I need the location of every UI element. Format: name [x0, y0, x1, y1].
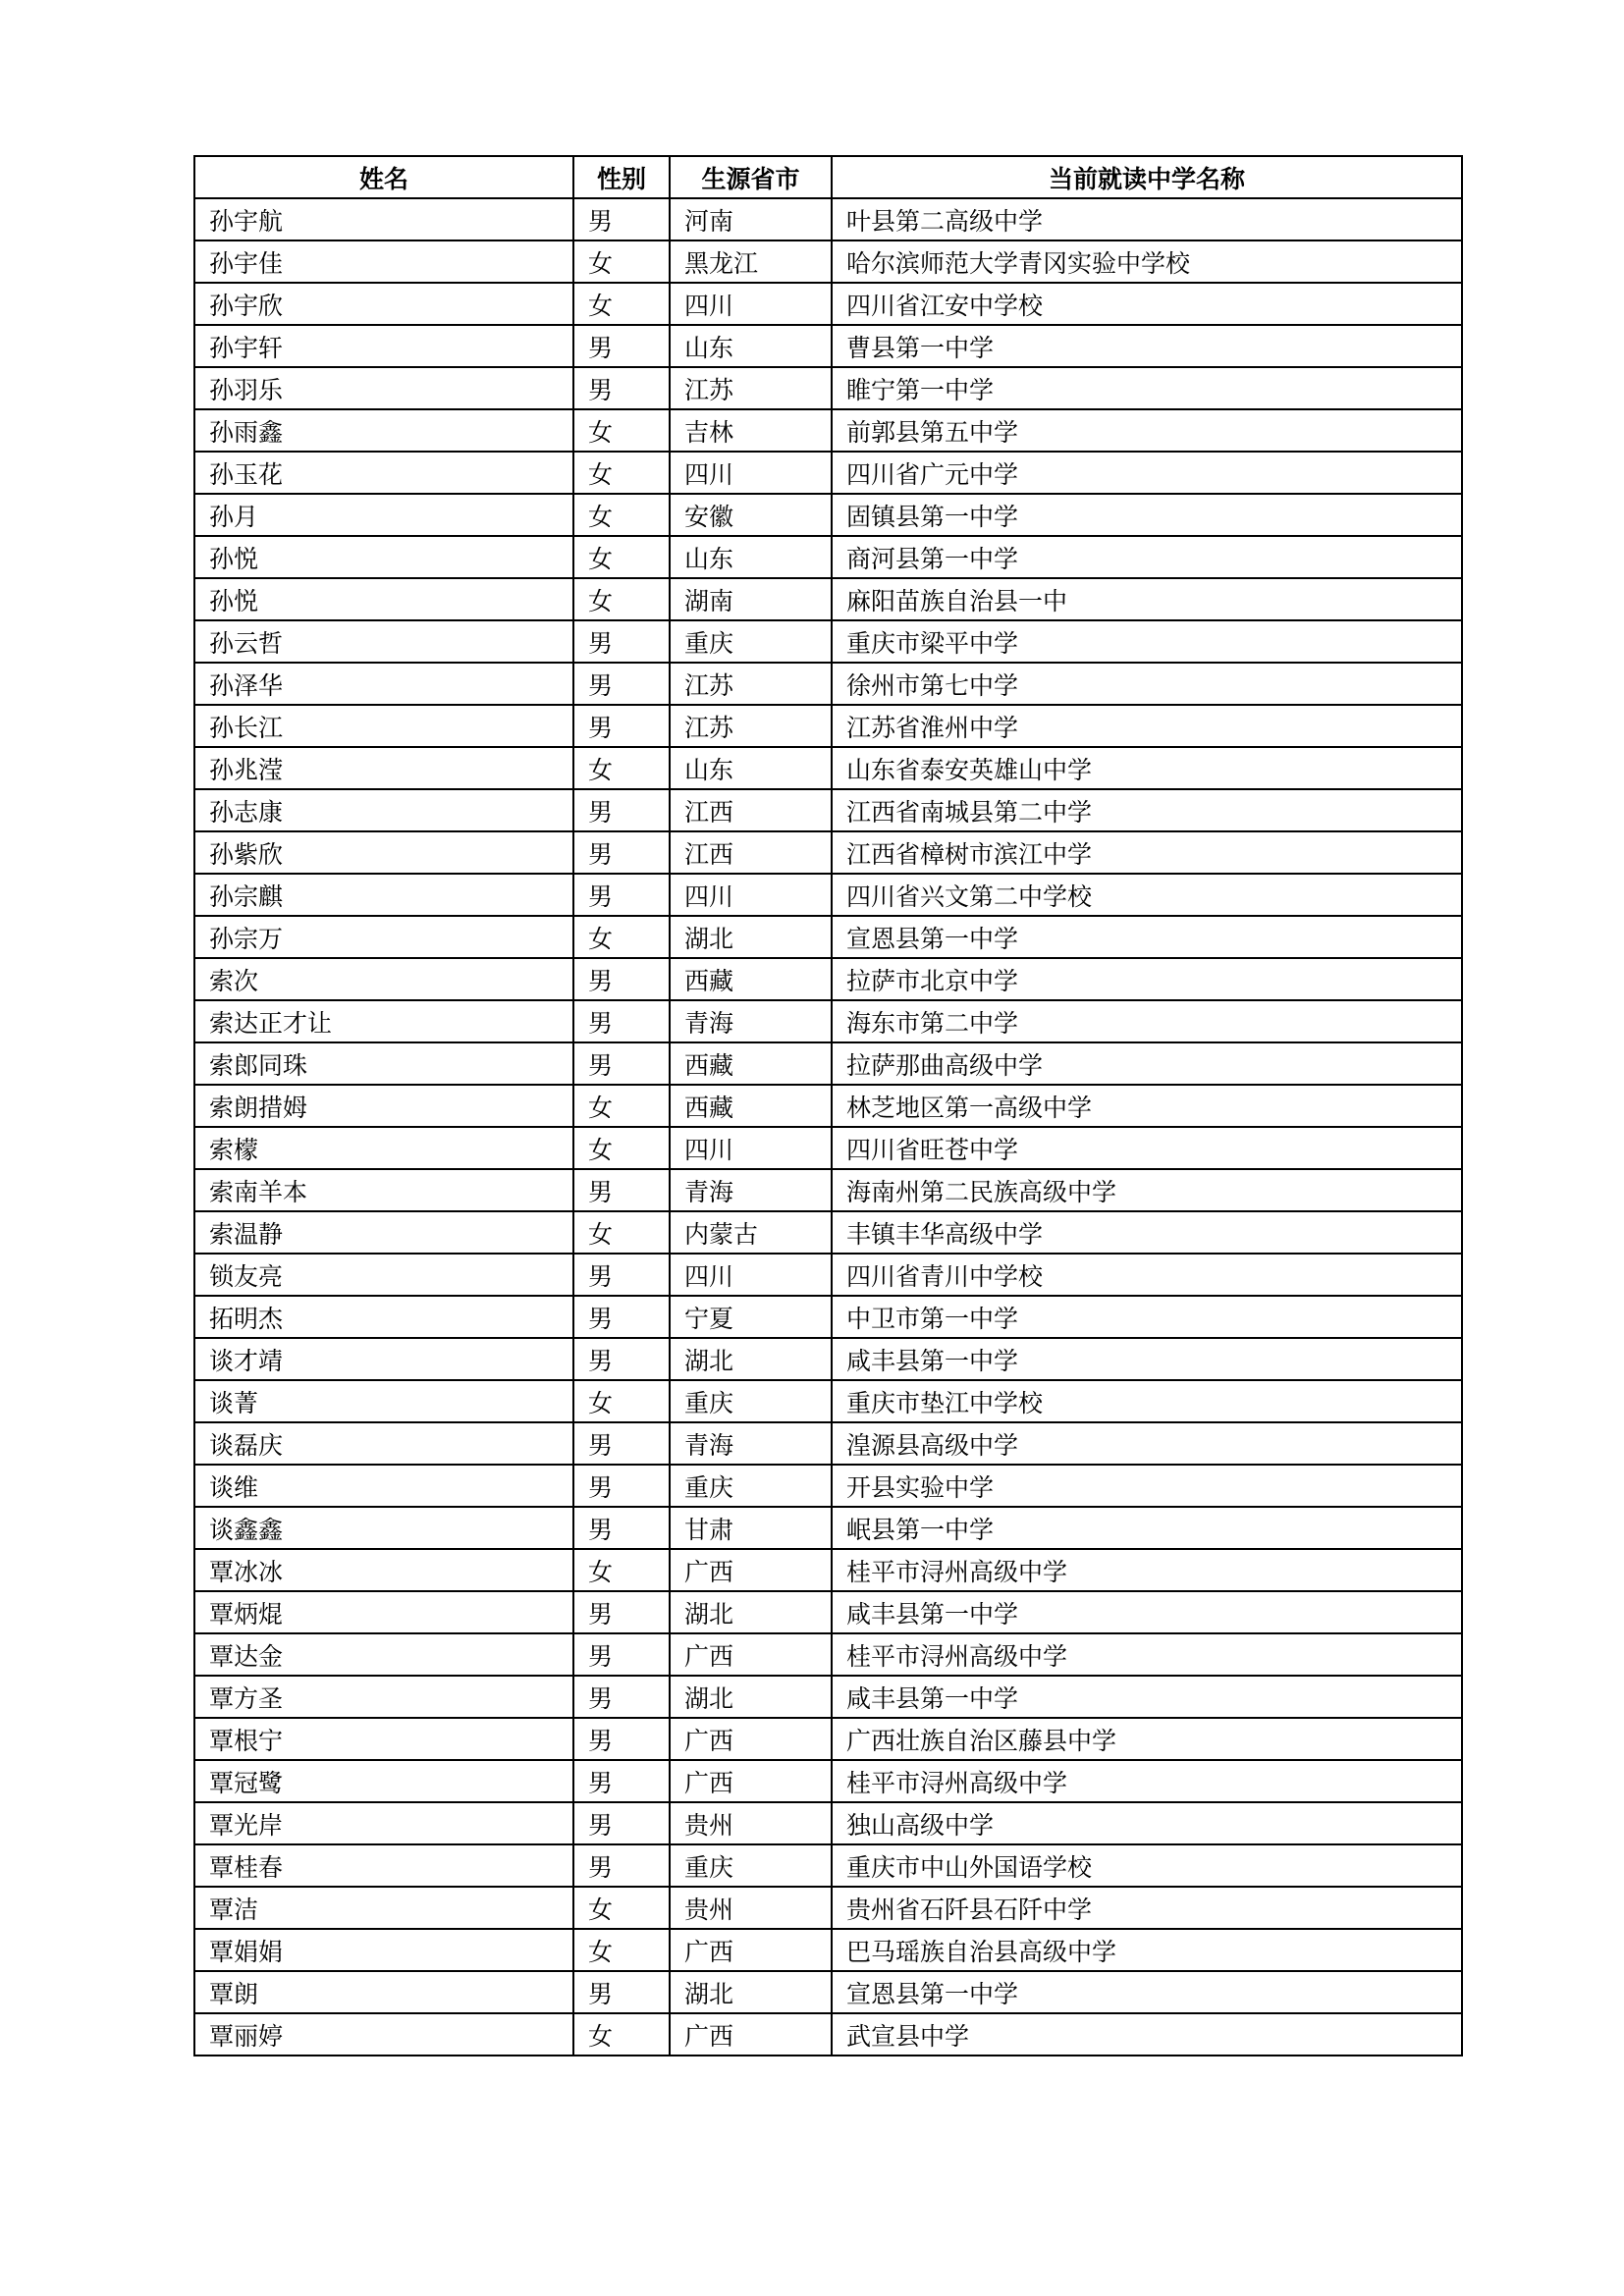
cell-name: 孙宇欣 [194, 283, 573, 325]
cell-gender: 男 [573, 958, 670, 1000]
cell-name: 谈鑫鑫 [194, 1507, 573, 1549]
cell-gender: 女 [573, 1380, 670, 1422]
cell-name: 索南羊本 [194, 1169, 573, 1211]
table-row [194, 325, 1462, 367]
table-row [194, 1507, 1462, 1549]
cell-gender: 男 [573, 705, 670, 747]
cell-name: 孙宇航 [194, 198, 573, 240]
cell-gender: 男 [573, 1971, 670, 2013]
table-row [194, 452, 1462, 494]
cell-name: 孙雨鑫 [194, 409, 573, 452]
cell-province: 贵州 [670, 1802, 832, 1844]
cell-gender: 男 [573, 1760, 670, 1802]
cell-gender: 男 [573, 367, 670, 409]
cell-province: 西藏 [670, 1085, 832, 1127]
table-row [194, 1380, 1462, 1422]
cell-school: 麻阳苗族自治县一中 [832, 578, 1462, 620]
table-row [194, 789, 1462, 831]
cell-name: 孙悦 [194, 578, 573, 620]
cell-school: 宣恩县第一中学 [832, 916, 1462, 958]
cell-school: 林芝地区第一高级中学 [832, 1085, 1462, 1127]
cell-name: 覃根宁 [194, 1718, 573, 1760]
table-row [194, 1802, 1462, 1844]
cell-gender: 男 [573, 874, 670, 916]
table-row [194, 1042, 1462, 1085]
cell-school: 商河县第一中学 [832, 536, 1462, 578]
cell-gender: 男 [573, 1000, 670, 1042]
cell-gender: 男 [573, 1676, 670, 1718]
cell-province: 宁夏 [670, 1296, 832, 1338]
table-row [194, 1169, 1462, 1211]
cell-name: 孙泽华 [194, 663, 573, 705]
cell-school: 重庆市中山外国语学校 [832, 1844, 1462, 1887]
cell-province: 贵州 [670, 1887, 832, 1929]
cell-gender: 女 [573, 1887, 670, 1929]
cell-province: 广西 [670, 1929, 832, 1971]
cell-name: 拓明杰 [194, 1296, 573, 1338]
table-row [194, 1844, 1462, 1887]
cell-province: 江苏 [670, 705, 832, 747]
cell-school: 四川省广元中学 [832, 452, 1462, 494]
cell-gender: 男 [573, 198, 670, 240]
cell-name: 孙玉花 [194, 452, 573, 494]
cell-school: 开县实验中学 [832, 1465, 1462, 1507]
cell-province: 黑龙江 [670, 240, 832, 283]
cell-school: 咸丰县第一中学 [832, 1591, 1462, 1633]
table-row [194, 831, 1462, 874]
table-row [194, 578, 1462, 620]
cell-name: 覃冠鹭 [194, 1760, 573, 1802]
cell-name: 索郎同珠 [194, 1042, 573, 1085]
cell-gender: 女 [573, 1085, 670, 1127]
cell-school: 固镇县第一中学 [832, 494, 1462, 536]
cell-school: 叶县第二高级中学 [832, 198, 1462, 240]
cell-province: 四川 [670, 452, 832, 494]
cell-school: 宣恩县第一中学 [832, 1971, 1462, 2013]
cell-school: 湟源县高级中学 [832, 1422, 1462, 1465]
cell-name: 孙宗麒 [194, 874, 573, 916]
cell-name: 孙宇佳 [194, 240, 573, 283]
cell-school: 拉萨市北京中学 [832, 958, 1462, 1000]
cell-province: 广西 [670, 2013, 832, 2056]
cell-province: 湖南 [670, 578, 832, 620]
cell-province: 湖北 [670, 916, 832, 958]
cell-school: 桂平市浔州高级中学 [832, 1760, 1462, 1802]
cell-gender: 男 [573, 325, 670, 367]
cell-school: 重庆市垫江中学校 [832, 1380, 1462, 1422]
cell-gender: 男 [573, 663, 670, 705]
cell-name: 孙兆滢 [194, 747, 573, 789]
cell-gender: 男 [573, 1465, 670, 1507]
cell-gender: 男 [573, 1422, 670, 1465]
cell-province: 湖北 [670, 1676, 832, 1718]
cell-province: 青海 [670, 1422, 832, 1465]
table-header-row [194, 156, 1462, 198]
cell-name: 锁友亮 [194, 1254, 573, 1296]
cell-province: 山东 [670, 747, 832, 789]
cell-school: 山东省泰安英雄山中学 [832, 747, 1462, 789]
cell-gender: 男 [573, 1802, 670, 1844]
table-row [194, 958, 1462, 1000]
cell-province: 重庆 [670, 1465, 832, 1507]
cell-school: 咸丰县第一中学 [832, 1338, 1462, 1380]
cell-gender: 男 [573, 831, 670, 874]
table-row [194, 1085, 1462, 1127]
cell-province: 江苏 [670, 367, 832, 409]
cell-gender: 男 [573, 1718, 670, 1760]
cell-name: 索次 [194, 958, 573, 1000]
cell-gender: 男 [573, 1633, 670, 1676]
cell-school: 拉萨那曲高级中学 [832, 1042, 1462, 1085]
cell-province: 安徽 [670, 494, 832, 536]
cell-school: 桂平市浔州高级中学 [832, 1549, 1462, 1591]
cell-name: 索朗措姆 [194, 1085, 573, 1127]
cell-province: 吉林 [670, 409, 832, 452]
table-row [194, 1971, 1462, 2013]
cell-school: 四川省江安中学校 [832, 283, 1462, 325]
cell-province: 广西 [670, 1760, 832, 1802]
cell-name: 谈维 [194, 1465, 573, 1507]
cell-gender: 女 [573, 1127, 670, 1169]
cell-school: 四川省青川中学校 [832, 1254, 1462, 1296]
cell-name: 谈才靖 [194, 1338, 573, 1380]
cell-province: 重庆 [670, 620, 832, 663]
cell-name: 孙宗万 [194, 916, 573, 958]
cell-gender: 男 [573, 1844, 670, 1887]
header-gender: 性别 [573, 156, 670, 198]
cell-school: 武宣县中学 [832, 2013, 1462, 2056]
cell-name: 索达正才让 [194, 1000, 573, 1042]
cell-school: 巴马瑶族自治县高级中学 [832, 1929, 1462, 1971]
table-row [194, 705, 1462, 747]
cell-province: 四川 [670, 874, 832, 916]
cell-name: 覃朗 [194, 1971, 573, 2013]
cell-province: 山东 [670, 536, 832, 578]
table-row [194, 1000, 1462, 1042]
table-row [194, 1211, 1462, 1254]
cell-school: 海南州第二民族高级中学 [832, 1169, 1462, 1211]
cell-name: 孙悦 [194, 536, 573, 578]
cell-name: 覃丽婷 [194, 2013, 573, 2056]
cell-gender: 男 [573, 1296, 670, 1338]
table-row [194, 747, 1462, 789]
student-table [193, 155, 1463, 2056]
cell-province: 湖北 [670, 1971, 832, 2013]
cell-province: 广西 [670, 1549, 832, 1591]
cell-gender: 女 [573, 240, 670, 283]
cell-province: 西藏 [670, 1042, 832, 1085]
cell-name: 覃方圣 [194, 1676, 573, 1718]
cell-province: 重庆 [670, 1844, 832, 1887]
cell-gender: 男 [573, 1042, 670, 1085]
cell-gender: 女 [573, 2013, 670, 2056]
table-row [194, 1338, 1462, 1380]
cell-name: 覃光岸 [194, 1802, 573, 1844]
cell-school: 前郭县第五中学 [832, 409, 1462, 452]
cell-name: 孙宇轩 [194, 325, 573, 367]
table-row [194, 1760, 1462, 1802]
cell-gender: 男 [573, 1338, 670, 1380]
cell-school: 江苏省淮州中学 [832, 705, 1462, 747]
cell-gender: 女 [573, 494, 670, 536]
cell-name: 覃冰冰 [194, 1549, 573, 1591]
table-row [194, 1465, 1462, 1507]
cell-school: 独山高级中学 [832, 1802, 1462, 1844]
table-row [194, 1296, 1462, 1338]
cell-province: 四川 [670, 1254, 832, 1296]
table-row [194, 874, 1462, 916]
cell-school: 重庆市梁平中学 [832, 620, 1462, 663]
cell-province: 青海 [670, 1169, 832, 1211]
table-row [194, 1422, 1462, 1465]
cell-gender: 女 [573, 747, 670, 789]
cell-name: 索檬 [194, 1127, 573, 1169]
cell-name: 孙云哲 [194, 620, 573, 663]
cell-gender: 男 [573, 1254, 670, 1296]
cell-gender: 女 [573, 916, 670, 958]
header-name: 姓名 [194, 156, 573, 198]
cell-province: 山东 [670, 325, 832, 367]
cell-province: 青海 [670, 1000, 832, 1042]
cell-province: 江西 [670, 789, 832, 831]
cell-province: 甘肃 [670, 1507, 832, 1549]
table-row [194, 409, 1462, 452]
cell-school: 咸丰县第一中学 [832, 1676, 1462, 1718]
table-row [194, 1591, 1462, 1633]
cell-school: 睢宁第一中学 [832, 367, 1462, 409]
cell-name: 覃达金 [194, 1633, 573, 1676]
cell-province: 西藏 [670, 958, 832, 1000]
cell-gender: 女 [573, 1549, 670, 1591]
cell-province: 四川 [670, 1127, 832, 1169]
cell-gender: 男 [573, 1591, 670, 1633]
cell-name: 谈磊庆 [194, 1422, 573, 1465]
cell-province: 重庆 [670, 1380, 832, 1422]
cell-name: 覃洁 [194, 1887, 573, 1929]
cell-province: 湖北 [670, 1591, 832, 1633]
cell-name: 覃娟娟 [194, 1929, 573, 1971]
table-row [194, 1929, 1462, 1971]
cell-school: 广西壮族自治区藤县中学 [832, 1718, 1462, 1760]
cell-province: 广西 [670, 1718, 832, 1760]
table-row [194, 240, 1462, 283]
cell-province: 广西 [670, 1633, 832, 1676]
cell-province: 四川 [670, 283, 832, 325]
cell-gender: 女 [573, 1211, 670, 1254]
cell-gender: 女 [573, 283, 670, 325]
cell-name: 孙紫欣 [194, 831, 573, 874]
cell-name: 孙羽乐 [194, 367, 573, 409]
table-row [194, 1633, 1462, 1676]
cell-gender: 男 [573, 1169, 670, 1211]
table-row [194, 620, 1462, 663]
cell-province: 河南 [670, 198, 832, 240]
table-row [194, 1549, 1462, 1591]
cell-school: 江西省樟树市滨江中学 [832, 831, 1462, 874]
table-row [194, 283, 1462, 325]
cell-school: 中卫市第一中学 [832, 1296, 1462, 1338]
cell-school: 丰镇丰华高级中学 [832, 1211, 1462, 1254]
cell-province: 湖北 [670, 1338, 832, 1380]
cell-school: 徐州市第七中学 [832, 663, 1462, 705]
cell-school: 海东市第二中学 [832, 1000, 1462, 1042]
cell-school: 四川省旺苍中学 [832, 1127, 1462, 1169]
cell-gender: 女 [573, 536, 670, 578]
cell-gender: 女 [573, 578, 670, 620]
table-row [194, 663, 1462, 705]
cell-province: 内蒙古 [670, 1211, 832, 1254]
cell-gender: 女 [573, 409, 670, 452]
table-row [194, 2013, 1462, 2056]
cell-name: 孙月 [194, 494, 573, 536]
cell-name: 谈菁 [194, 1380, 573, 1422]
table-row [194, 367, 1462, 409]
cell-gender: 女 [573, 1929, 670, 1971]
table-row [194, 1718, 1462, 1760]
header-province: 生源省市 [670, 156, 832, 198]
table-row [194, 1254, 1462, 1296]
cell-gender: 女 [573, 452, 670, 494]
cell-name: 覃炳焜 [194, 1591, 573, 1633]
table-row [194, 494, 1462, 536]
cell-name: 覃桂春 [194, 1844, 573, 1887]
table-row [194, 1887, 1462, 1929]
cell-gender: 男 [573, 620, 670, 663]
cell-school: 江西省南城县第二中学 [832, 789, 1462, 831]
table-row [194, 1127, 1462, 1169]
table-row [194, 916, 1462, 958]
cell-province: 江苏 [670, 663, 832, 705]
cell-school: 哈尔滨师范大学青冈实验中学校 [832, 240, 1462, 283]
cell-school: 贵州省石阡县石阡中学 [832, 1887, 1462, 1929]
table-row [194, 1676, 1462, 1718]
cell-gender: 男 [573, 789, 670, 831]
cell-school: 四川省兴文第二中学校 [832, 874, 1462, 916]
cell-name: 索温静 [194, 1211, 573, 1254]
cell-name: 孙志康 [194, 789, 573, 831]
cell-school: 曹县第一中学 [832, 325, 1462, 367]
table-row [194, 536, 1462, 578]
table-row [194, 198, 1462, 240]
cell-school: 桂平市浔州高级中学 [832, 1633, 1462, 1676]
cell-province: 江西 [670, 831, 832, 874]
header-school: 当前就读中学名称 [832, 156, 1462, 198]
cell-school: 岷县第一中学 [832, 1507, 1462, 1549]
cell-name: 孙长江 [194, 705, 573, 747]
cell-gender: 男 [573, 1507, 670, 1549]
